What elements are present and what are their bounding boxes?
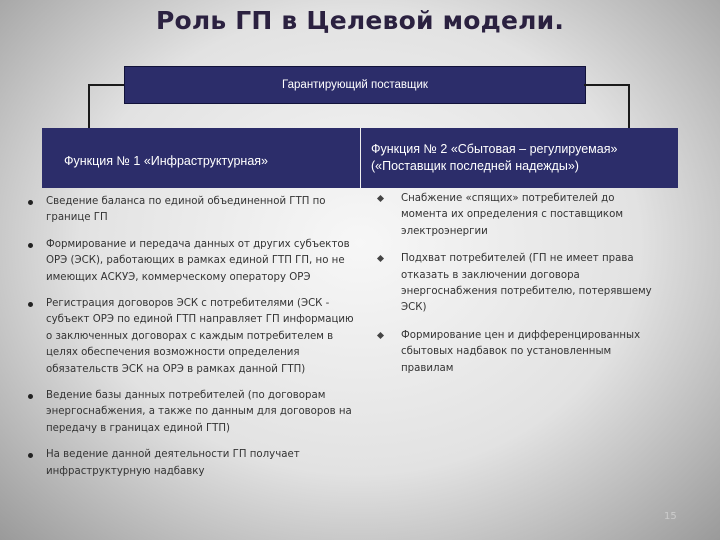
function-2-list: [372, 191, 664, 388]
bullet-icon: [377, 332, 384, 339]
bullet-icon: [28, 453, 33, 458]
list-item: [24, 194, 354, 227]
function-1-header: [42, 128, 360, 188]
list-item: [24, 296, 354, 378]
list-item-text: Подхват потребителей (ГП не имеет права отказать в заключении договора энергоснабжения потребителю, потерявшему ЭСК): [401, 253, 652, 314]
bullet-icon: [377, 255, 384, 262]
bullet-icon: [377, 195, 384, 202]
list-item: [372, 328, 664, 377]
list-item-text: Снабжение «спящих» потребителей до момента их определения с поставщиком электроэнергии: [401, 193, 624, 237]
connector-left-vertical: [88, 84, 90, 128]
list-item: [372, 251, 664, 317]
connector-right-vertical: [628, 84, 630, 128]
bullet-icon: [28, 200, 33, 205]
connector-right-horizontal: [584, 84, 630, 86]
list-item-text: Сведение баланса по единой объединенной ГТП по границе ГП: [46, 196, 326, 224]
list-item-text: На ведение данной деятельности ГП получает инфраструктурную надбавку: [46, 449, 300, 477]
list-item-text: Формирование цен и дифференцированных сбытовых надбавок по установленным правилам: [401, 329, 641, 374]
list-item-text: Регистрация договоров ЭСК с потребителями (ЭСК - субъект ОРЭ по единой ГТП направляет ГП информацию о заключенных договорах с каждым потребителем в целях обеспечения возможности определения обязательств ЭСК на ОРЭ в рамках данной ГТП): [46, 298, 354, 375]
function-2-header-text: [371, 141, 617, 175]
list-item-text: Формирование и передача данных от других субъектов ОРЭ (ЭСК), работающих в рамках единой ГТП ГП, но не имеющих АСКУЭ, коммерческому оператору ОРЭ: [46, 238, 350, 283]
top-box-guaranteeing-supplier: Гарантирующий поставщик: [124, 66, 586, 104]
function-2-header: [361, 128, 678, 188]
bullet-icon: [28, 302, 33, 307]
list-item: [24, 388, 354, 437]
list-item-text: Ведение базы данных потребителей (по договорам энергоснабжения, а также по данным для договоров на передачу в границах единой ГТП): [46, 390, 352, 434]
list-item: [372, 191, 664, 240]
function-1-header-label: Функция № 1 «Инфраструктурная»: [64, 154, 268, 168]
list-item: [24, 447, 354, 480]
page-number: 15: [664, 511, 677, 522]
connector-left-horizontal: [88, 84, 124, 86]
bullet-icon: [28, 394, 33, 399]
page-title: Роль ГП в Целевой модели.: [155, 6, 565, 35]
function-2-header-line1: Функция № 2 «Сбытовая – регулируемая»: [371, 142, 618, 156]
function-1-list: [24, 194, 354, 490]
list-item: [24, 237, 354, 286]
function-2-header-line2: («Поставщик последней надежды»): [371, 159, 579, 173]
bullet-icon: [28, 243, 33, 248]
